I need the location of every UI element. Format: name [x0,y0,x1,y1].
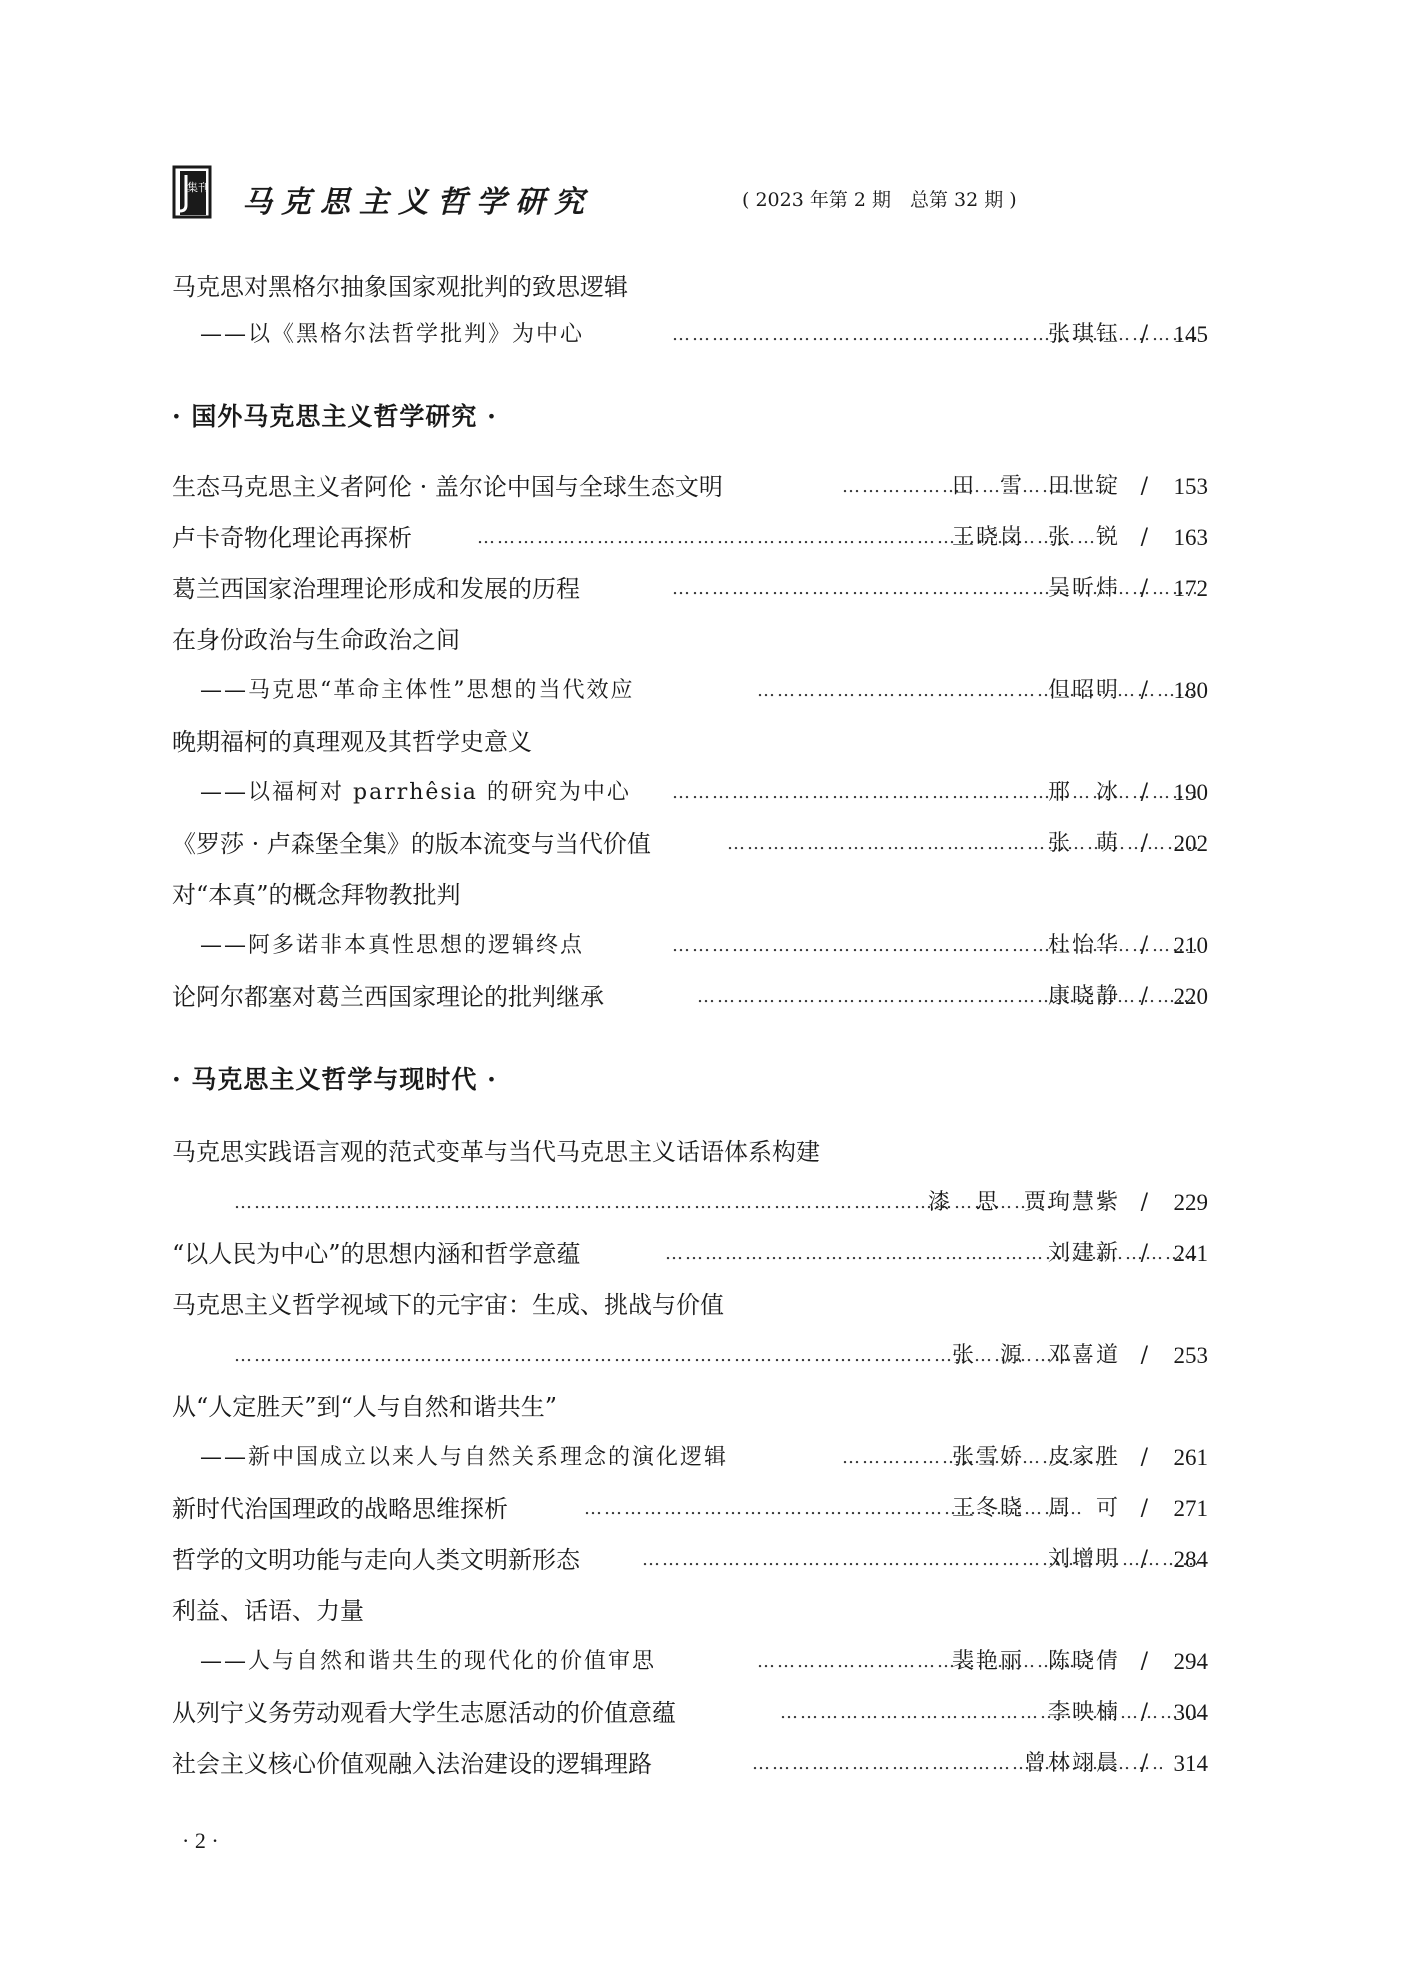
entry-title: 生态马克思主义者阿伦 · 盖尔论中国与全球生态文明 [172,473,723,501]
toc-entry[interactable] [172,1339,1208,1373]
entry-subtitle: ——马克思“革命主体性”思想的当代效应 [200,678,635,703]
slash-separator: / [1140,1190,1148,1215]
toc-entry[interactable] [172,827,1208,861]
slash-separator: / [1140,576,1148,601]
slash-separator: / [1140,831,1148,856]
entry-page: 190 [1173,780,1208,805]
entry-page: 145 [1173,322,1208,347]
toc-entry[interactable] [172,521,1208,555]
toc-entry[interactable] [172,674,1208,708]
entry-author: 王冬晓 周 可 [951,1496,1120,1521]
journal-logo [172,165,216,219]
issue-info: ( 2023 年第 2 期 总第 32 期 ) [742,189,1017,211]
entry-page: 253 [1173,1343,1208,1368]
leader-dots [757,674,1197,708]
entry-page: 220 [1173,984,1208,1009]
entry-page: 163 [1173,525,1208,550]
toc-entry[interactable] [172,1390,1208,1424]
entry-author: 康晓静 [1047,984,1120,1009]
entry-title: 马克思对黑格尔抽象国家观批判的致思逻辑 [172,273,628,301]
entry-title: 马克思主义哲学视域下的元宇宙：生成、挑战与价值 [172,1291,724,1319]
toc-entry[interactable] [172,270,1208,304]
entry-title: 论阿尔都塞对葛兰西国家理论的批判继承 [172,983,604,1011]
entry-page: 304 [1173,1700,1208,1725]
entry-author: 张琪钰 [1047,322,1120,347]
slash-separator: / [1140,678,1148,703]
slash-separator: / [1140,933,1148,958]
toc-entry[interactable] [172,623,1208,657]
toc-entry[interactable] [172,1696,1208,1730]
journal-title: 马克思主义哲学研究 [242,185,593,220]
toc-entry[interactable] [172,572,1208,606]
entry-author: 王晓岗 张 锐 [951,525,1120,550]
slash-separator: / [1140,780,1148,805]
entry-page: 180 [1173,678,1208,703]
entry-page: 241 [1173,1241,1208,1266]
entry-page: 172 [1173,576,1208,601]
slash-separator: / [1140,1496,1148,1521]
toc-entry[interactable] [172,980,1208,1014]
entry-author: 裴艳丽 陈晓倩 [951,1649,1120,1674]
entry-author: 曾林翊晨 [1023,1751,1120,1776]
entry-author: 邢 冰 [1047,780,1120,805]
toc-entry[interactable] [172,929,1208,963]
toc-entry[interactable] [172,776,1208,810]
toc-entry[interactable] [172,1186,1208,1220]
logo-text-1: 集刊 [187,181,209,194]
entry-author: 张雪娇 皮家胜 [951,1445,1120,1470]
entry-author: 但昭明 [1047,678,1120,703]
leader-dots [697,980,1197,1014]
journal-header [172,165,1252,223]
leader-dots [780,1696,1197,1730]
slash-separator: / [1140,525,1148,550]
entry-page: 271 [1173,1496,1208,1521]
slash-separator: / [1140,1649,1148,1674]
slash-separator: / [1140,984,1148,1009]
entry-title: 晚期福柯的真理观及其哲学史意义 [172,728,532,756]
slash-separator: / [1140,1343,1148,1368]
toc-entry[interactable] [172,1135,1208,1169]
slash-separator: / [1140,322,1148,347]
entry-author: 杜怡华 [1047,933,1120,958]
slash-separator: / [1140,1241,1148,1266]
leader-dots [727,827,1197,861]
entry-page: 210 [1173,933,1208,958]
entry-author: 张 源 邓喜道 [951,1343,1120,1368]
page-number: · 2 · [182,1828,219,1853]
toc-entry[interactable] [172,1237,1208,1271]
section-heading-modern: · 马克思主义哲学与现时代 · [172,1065,497,1094]
entry-author: 李映楠 [1047,1700,1120,1725]
entry-author: 刘增明 [1047,1547,1120,1572]
entry-subtitle: ——新中国成立以来人与自然关系理念的演化逻辑 [200,1445,729,1470]
toc-entry[interactable] [172,1645,1208,1679]
entry-title: 社会主义核心价值观融入法治建设的逻辑理路 [172,1750,652,1778]
section-heading-foreign: · 国外马克思主义哲学研究 · [172,402,497,431]
entry-page: 229 [1173,1190,1208,1215]
entry-title: “以人民为中心”的思想内涵和哲学意蕴 [172,1240,581,1268]
entry-page: 284 [1173,1547,1208,1572]
toc-entry[interactable] [172,1594,1208,1628]
entry-title: 卢卡奇物化理论再探析 [172,524,412,552]
toc-entry[interactable] [172,318,1208,352]
entry-title: 葛兰西国家治理理论形成和发展的历程 [172,575,580,603]
slash-separator: / [1140,1700,1148,1725]
entry-author: 刘建新 [1047,1241,1120,1266]
entry-subtitle: ——以福柯对 parrhêsia 的研究为中心 [200,780,631,805]
toc-entry[interactable] [172,1288,1208,1322]
toc-entry[interactable] [172,1441,1208,1475]
entry-title: 哲学的文明功能与走向人类文明新形态 [172,1546,580,1574]
entry-subtitle: ——人与自然和谐共生的现代化的价值审思 [200,1649,657,1674]
entry-title: 《罗莎 · 卢森堡全集》的版本流变与当代价值 [172,830,651,858]
entry-page: 294 [1173,1649,1208,1674]
entry-title: 在身份政治与生命政治之间 [172,626,460,654]
entry-page: 261 [1173,1445,1208,1470]
entry-page: 153 [1173,474,1208,499]
entry-title: 对“本真”的概念拜物教批判 [172,881,461,909]
toc-entry[interactable] [172,1492,1208,1526]
slash-separator: / [1140,1547,1148,1572]
toc-entry[interactable] [172,1543,1208,1577]
entry-author: 张 萌 [1047,831,1120,856]
entry-title: 利益、话语、力量 [172,1597,364,1625]
entry-page: 202 [1173,831,1208,856]
slash-separator: / [1140,1445,1148,1470]
slash-separator: / [1140,474,1148,499]
entry-author: 田 雪 田世锭 [951,474,1120,499]
toc-entry[interactable] [172,470,1208,504]
entry-page: 314 [1173,1751,1208,1776]
toc-entry[interactable] [172,878,1208,912]
entry-author: 漆 思 贾珣慧紫 [927,1190,1120,1215]
entry-subtitle: ——以《黑格尔法哲学批判》为中心 [200,322,585,347]
toc-entry[interactable] [172,1747,1208,1781]
entry-title: 从“人定胜天”到“人与自然和谐共生” [172,1393,558,1421]
entry-title: 新时代治国理政的战略思维探析 [172,1495,508,1523]
slash-separator: / [1140,1751,1148,1776]
entry-title: 从列宁义务劳动观看大学生志愿活动的价值意蕴 [172,1699,676,1727]
entry-subtitle: ——阿多诺非本真性思想的逻辑终点 [200,933,585,958]
toc-entry[interactable] [172,725,1208,759]
entry-title: 马克思实践语言观的范式变革与当代马克思主义话语体系构建 [172,1138,820,1166]
entry-author: 吴昕炜 [1047,576,1120,601]
